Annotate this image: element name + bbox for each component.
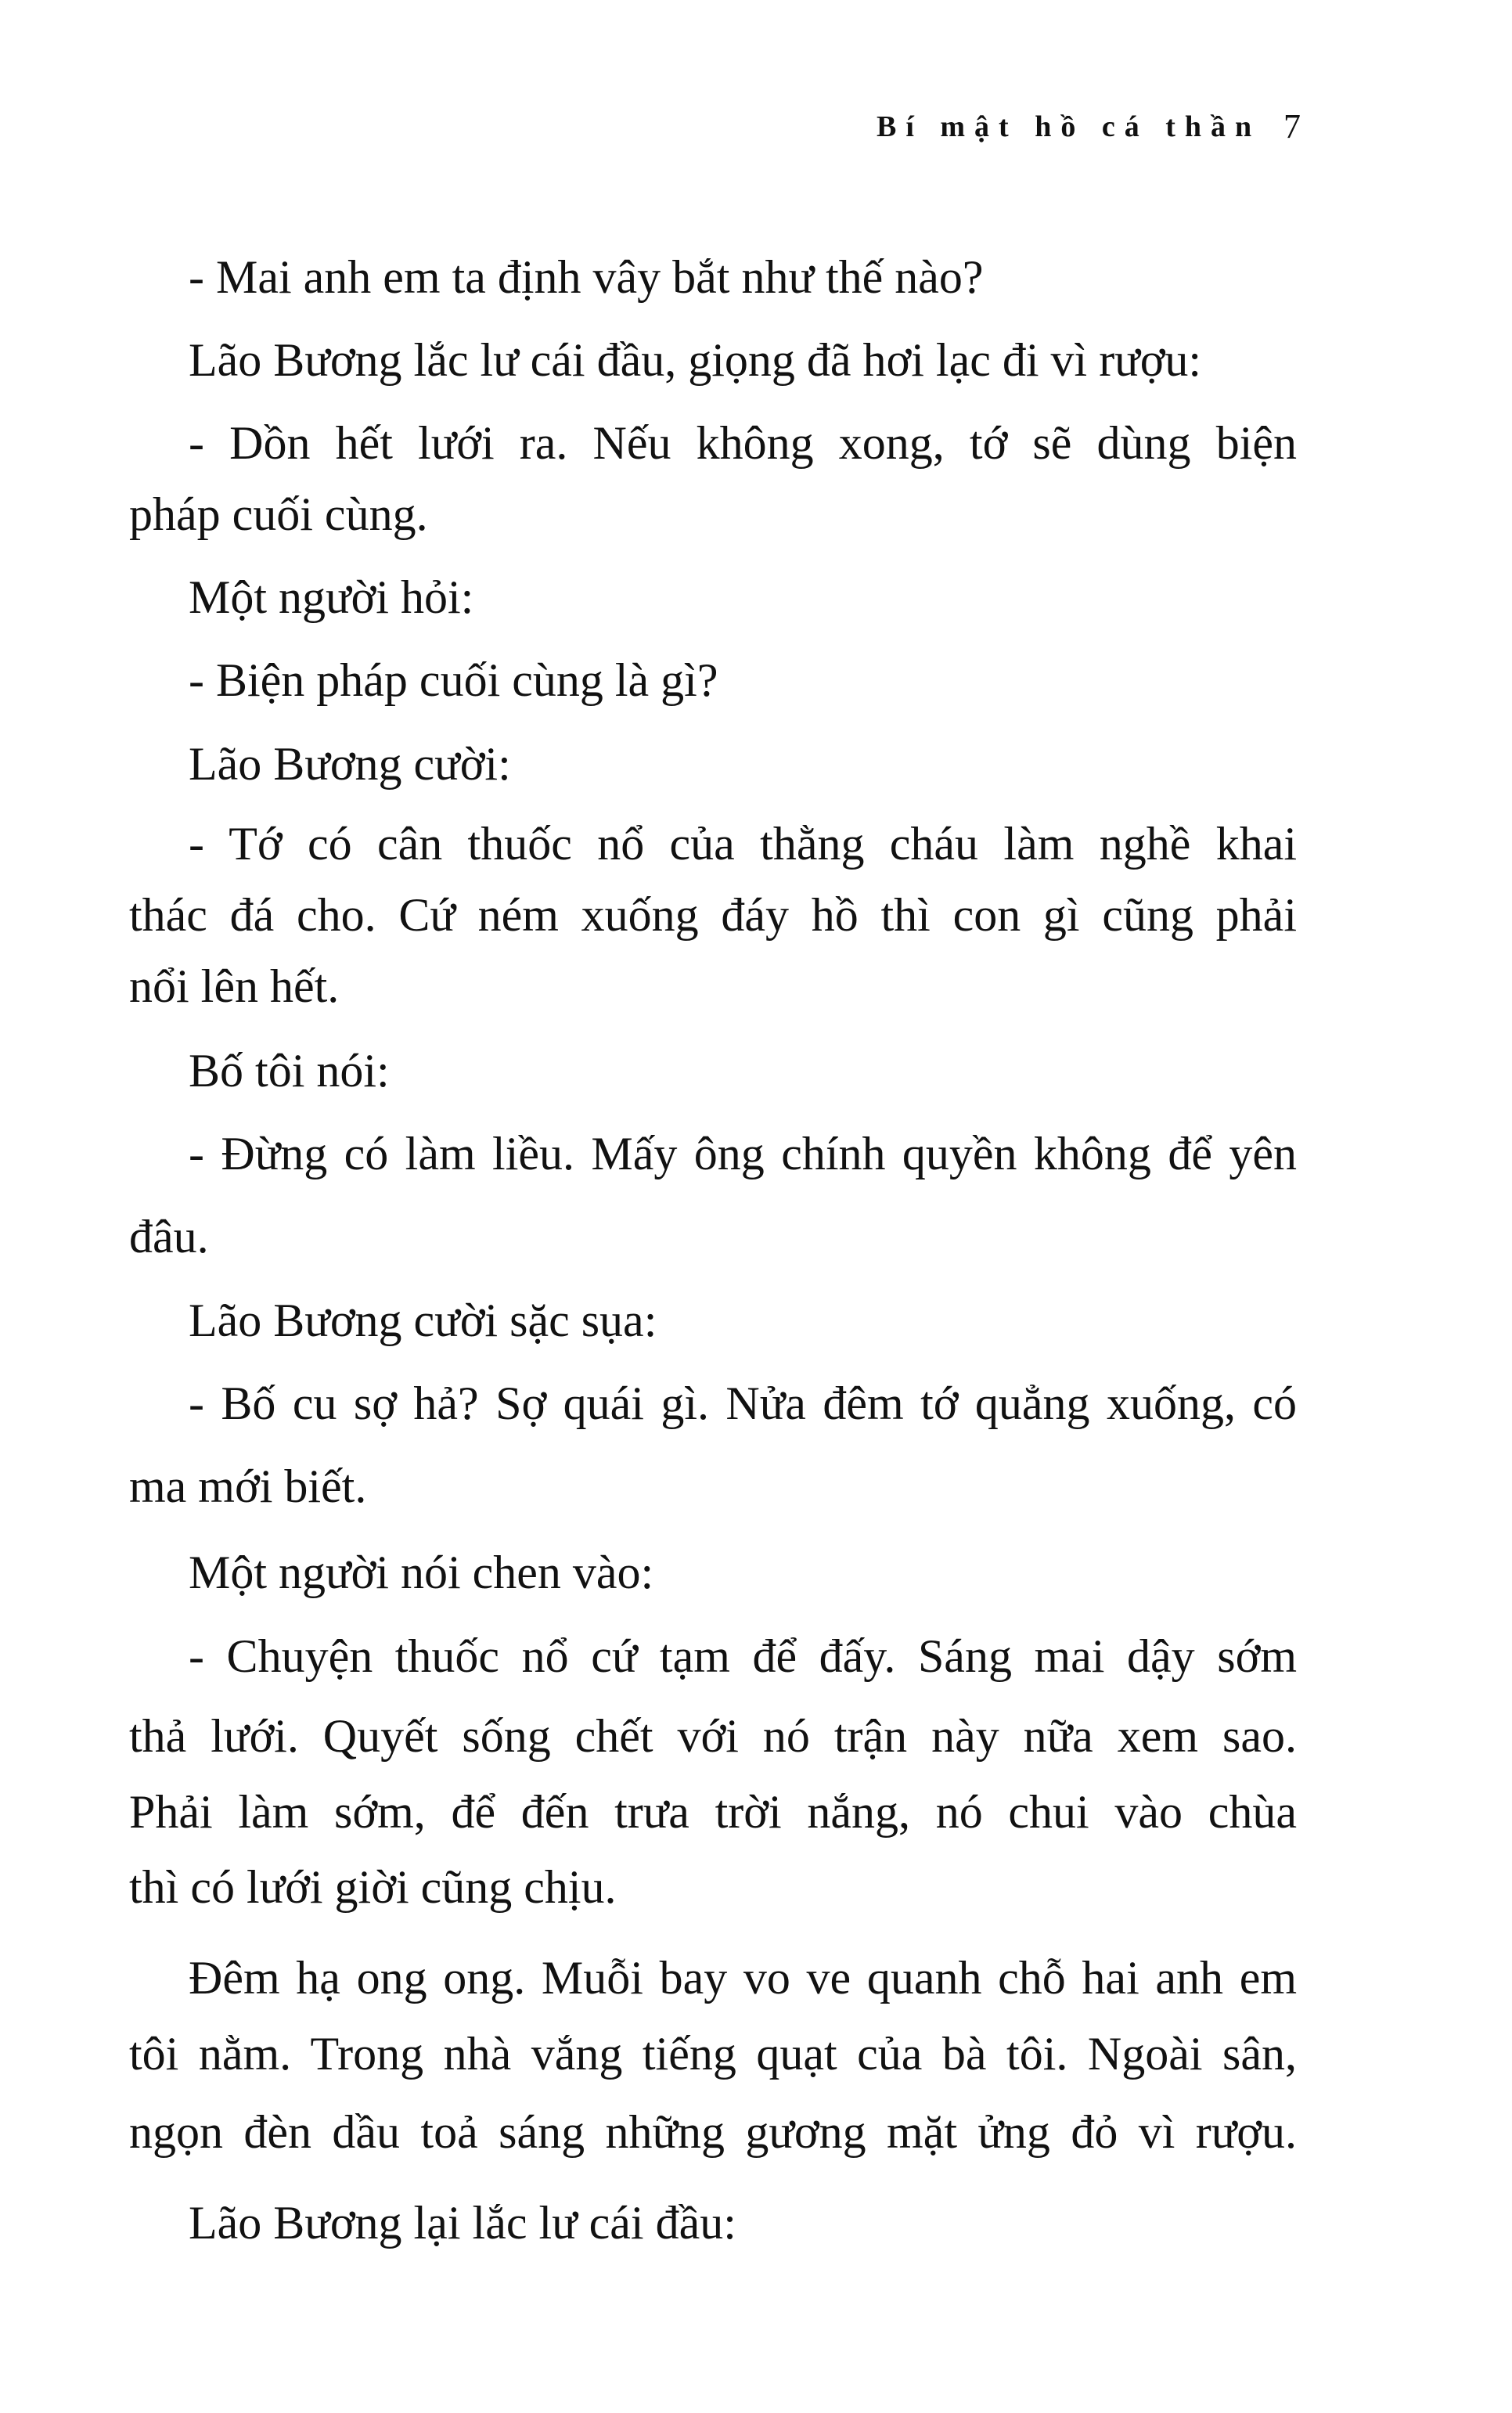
page-number: 7 (1283, 107, 1301, 146)
text-line: Lão Bương cười: (189, 738, 511, 790)
text-line: Bố tôi nói: (189, 1045, 390, 1097)
text-line: - Chuyện thuốc nổ cứ tạm để đấy. Sáng mai dậy sớm (189, 1630, 1297, 1682)
text-line: Lão Bương cười sặc sụa: (189, 1295, 657, 1346)
text-line: thả lưới. Quyết sống chết với nó trận này nữa xem sao. (129, 1710, 1297, 1762)
text-line: pháp cuối cùng. (129, 488, 428, 540)
text-line: - Bố cu sợ hả? Sợ quái gì. Nửa đêm tớ quẳng xuống, có (189, 1378, 1297, 1429)
text-line: - Dồn hết lưới ra. Nếu không xong, tớ sẽ dùng biện (189, 417, 1297, 469)
text-line: - Tớ có cân thuốc nổ của thằng cháu làm nghề khai (189, 818, 1297, 870)
text-line: thác đá cho. Cứ ném xuống đáy hồ thì con gì cũng phải (129, 889, 1297, 941)
text-line: Một người nói chen vào: (189, 1547, 654, 1598)
text-line: Một người hỏi: (189, 571, 474, 623)
text-line: - Mai anh em ta định vây bắt như thế nào? (189, 251, 984, 303)
running-title: Bí mật hồ cá thần (877, 110, 1262, 143)
text-line: tôi nằm. Trong nhà vắng tiếng quạt của bà tôi. Ngoài sân, (129, 2028, 1297, 2080)
text-line: thì có lưới giời cũng chịu. (129, 1861, 617, 1913)
text-line: - Đừng có làm liều. Mấy ông chính quyền không để yên (189, 1128, 1297, 1179)
text-line: nổi lên hết. (129, 960, 340, 1012)
text-line: đâu. (129, 1211, 209, 1262)
text-line: Đêm hạ ong ong. Muỗi bay vo ve quanh chỗ hai anh em (189, 1952, 1297, 2004)
text-line: ngọn đèn dầu toả sáng những gương mặt ửng đỏ vì rượu. (129, 2106, 1297, 2158)
text-line: Phải làm sớm, để đến trưa trời nắng, nó chui vào chùa (129, 1786, 1297, 1838)
text-line: Lão Bương lại lắc lư cái đầu: (189, 2197, 736, 2249)
text-line: ma mới biết. (129, 1460, 367, 1512)
text-line: Lão Bương lắc lư cái đầu, giọng đã hơi lạc đi vì rượu: (189, 334, 1202, 386)
text-line: - Biện pháp cuối cùng là gì? (189, 654, 718, 706)
